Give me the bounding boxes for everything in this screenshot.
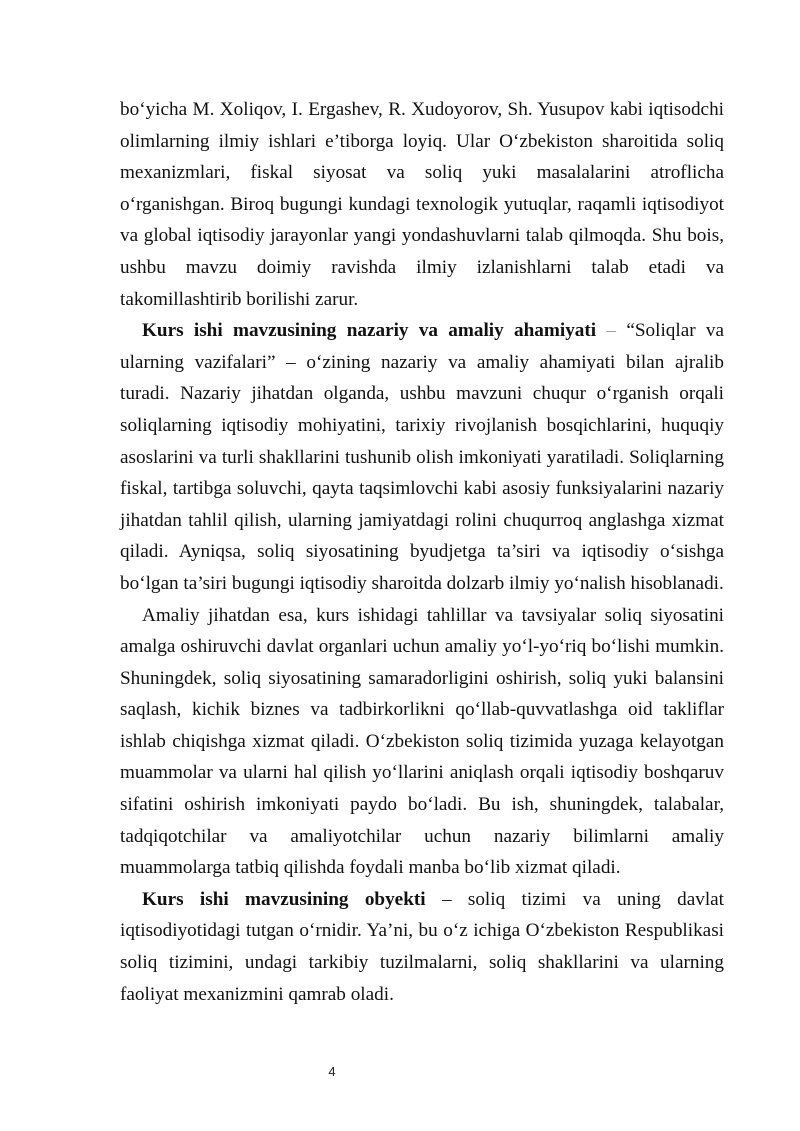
em-dash: – (441, 888, 452, 910)
paragraph-lead-heading: Kurs ishi mavzusining obyekti (142, 888, 426, 910)
paragraph-theoretical-practical-significance (120, 315, 724, 599)
page-number: 4 (328, 1064, 336, 1079)
paragraph-object-of-study (120, 884, 724, 1010)
paragraph-researchers (120, 94, 724, 315)
paragraph-text: bo‘yicha M. Xoliqov, I. Ergashev, R. Xudoyorov, Sh. Yusupov kabi iqtisodchi olimlarning ilmiy ishlari e’tiborga loyiq. Ular O‘zbekiston sharoitida soliq mexanizmlari, fiskal siyosat va soliq yuki masalalarini atroflicha o‘rganishgan. Biroq bugungi kundagi texnologik yutuqlar, raqamli iqtisodiyot va global iqtisodiy jarayonlar yangi yondashuvlarni talab qilmoqda. Shu bois, ushbu mavzu doimiy ravishda ilmiy izlanishlarni talab etadi va takomillashtirib borilishi zarur. (120, 99, 724, 310)
document-body (120, 94, 724, 1010)
paragraph-text: Amaliy jihatdan esa, kurs ishidagi tahlillar va tavsiyalar soliq siyosatini amalga oshiruvchi davlat organlari uchun amaliy yo‘l-yo‘riq bo‘lishi mumkin. Shuningdek, soliq siyosatining samaradorligini oshirish, soliq yuki balansini saqlash, kichik biznes va tadbirkorlikni qo‘llab-quvvatlashga oid takliflar ishlab chiqishga xizmat qiladi. O‘zbekiston soliq tizimida yuzaga kelayotgan muammolar va ularni hal qilish yo‘llarini aniqlash orqali iqtisodiy boshqaruv sifatini oshirish imkoniyati paydo bo‘ladi. Bu ish, shuningdek, talabalar, tadqiqotchilar va amaliyotchilar uchun nazariy bilimlarni amaliy muammolarga tatbiq qilishda foydali manba bo‘lib xizmat qiladi. (120, 604, 724, 879)
paragraph-lead-heading: Kurs ishi mavzusining nazariy va amaliy ahamiyati (142, 320, 597, 342)
em-dash: – (606, 320, 617, 342)
paragraph-text: soliq tizimi va uning davlat iqtisodiyotidagi tutgan o‘rnidir. Ya’ni, bu o‘z ichiga O‘zbekiston Respublikasi soliq tizimini, undagi tarkibiy tuzilmalarni, soliq shakllarini va ularning faoliyat mexanizmini qamrab oladi. (120, 888, 725, 1005)
paragraph-practical-aspect (120, 600, 724, 884)
paragraph-text: “Soliqlar va ularning vazifalari” – o‘zining nazariy va amaliy ahamiyati bilan ajralib turadi. Nazariy jihatdan olganda, ushbu mavzuni chuqur o‘rganish orqali soliqlarning iqtisodiy mohiyatini, tarixiy rivojlanish bosqichlarini, huquqiy asoslarini va turli shakllarini tushunib olish imkoniyati yaratiladi. Soliqlarning fiskal, tartibga soluvchi, qayta taqsimlovchi kabi asosiy funksiyalarini nazariy jihatdan tahlil qilish, ularning jamiyatdagi rolini chuqurroq anglashga xizmat qiladi. Ayniqsa, soliq siyosatining byudjetga ta’siri va iqtisodiy o‘sishga bo‘lgan ta’siri bugungi iqtisodiy sharoitda dolzarb ilmiy yo‘nalish hisoblanadi. (120, 320, 725, 594)
